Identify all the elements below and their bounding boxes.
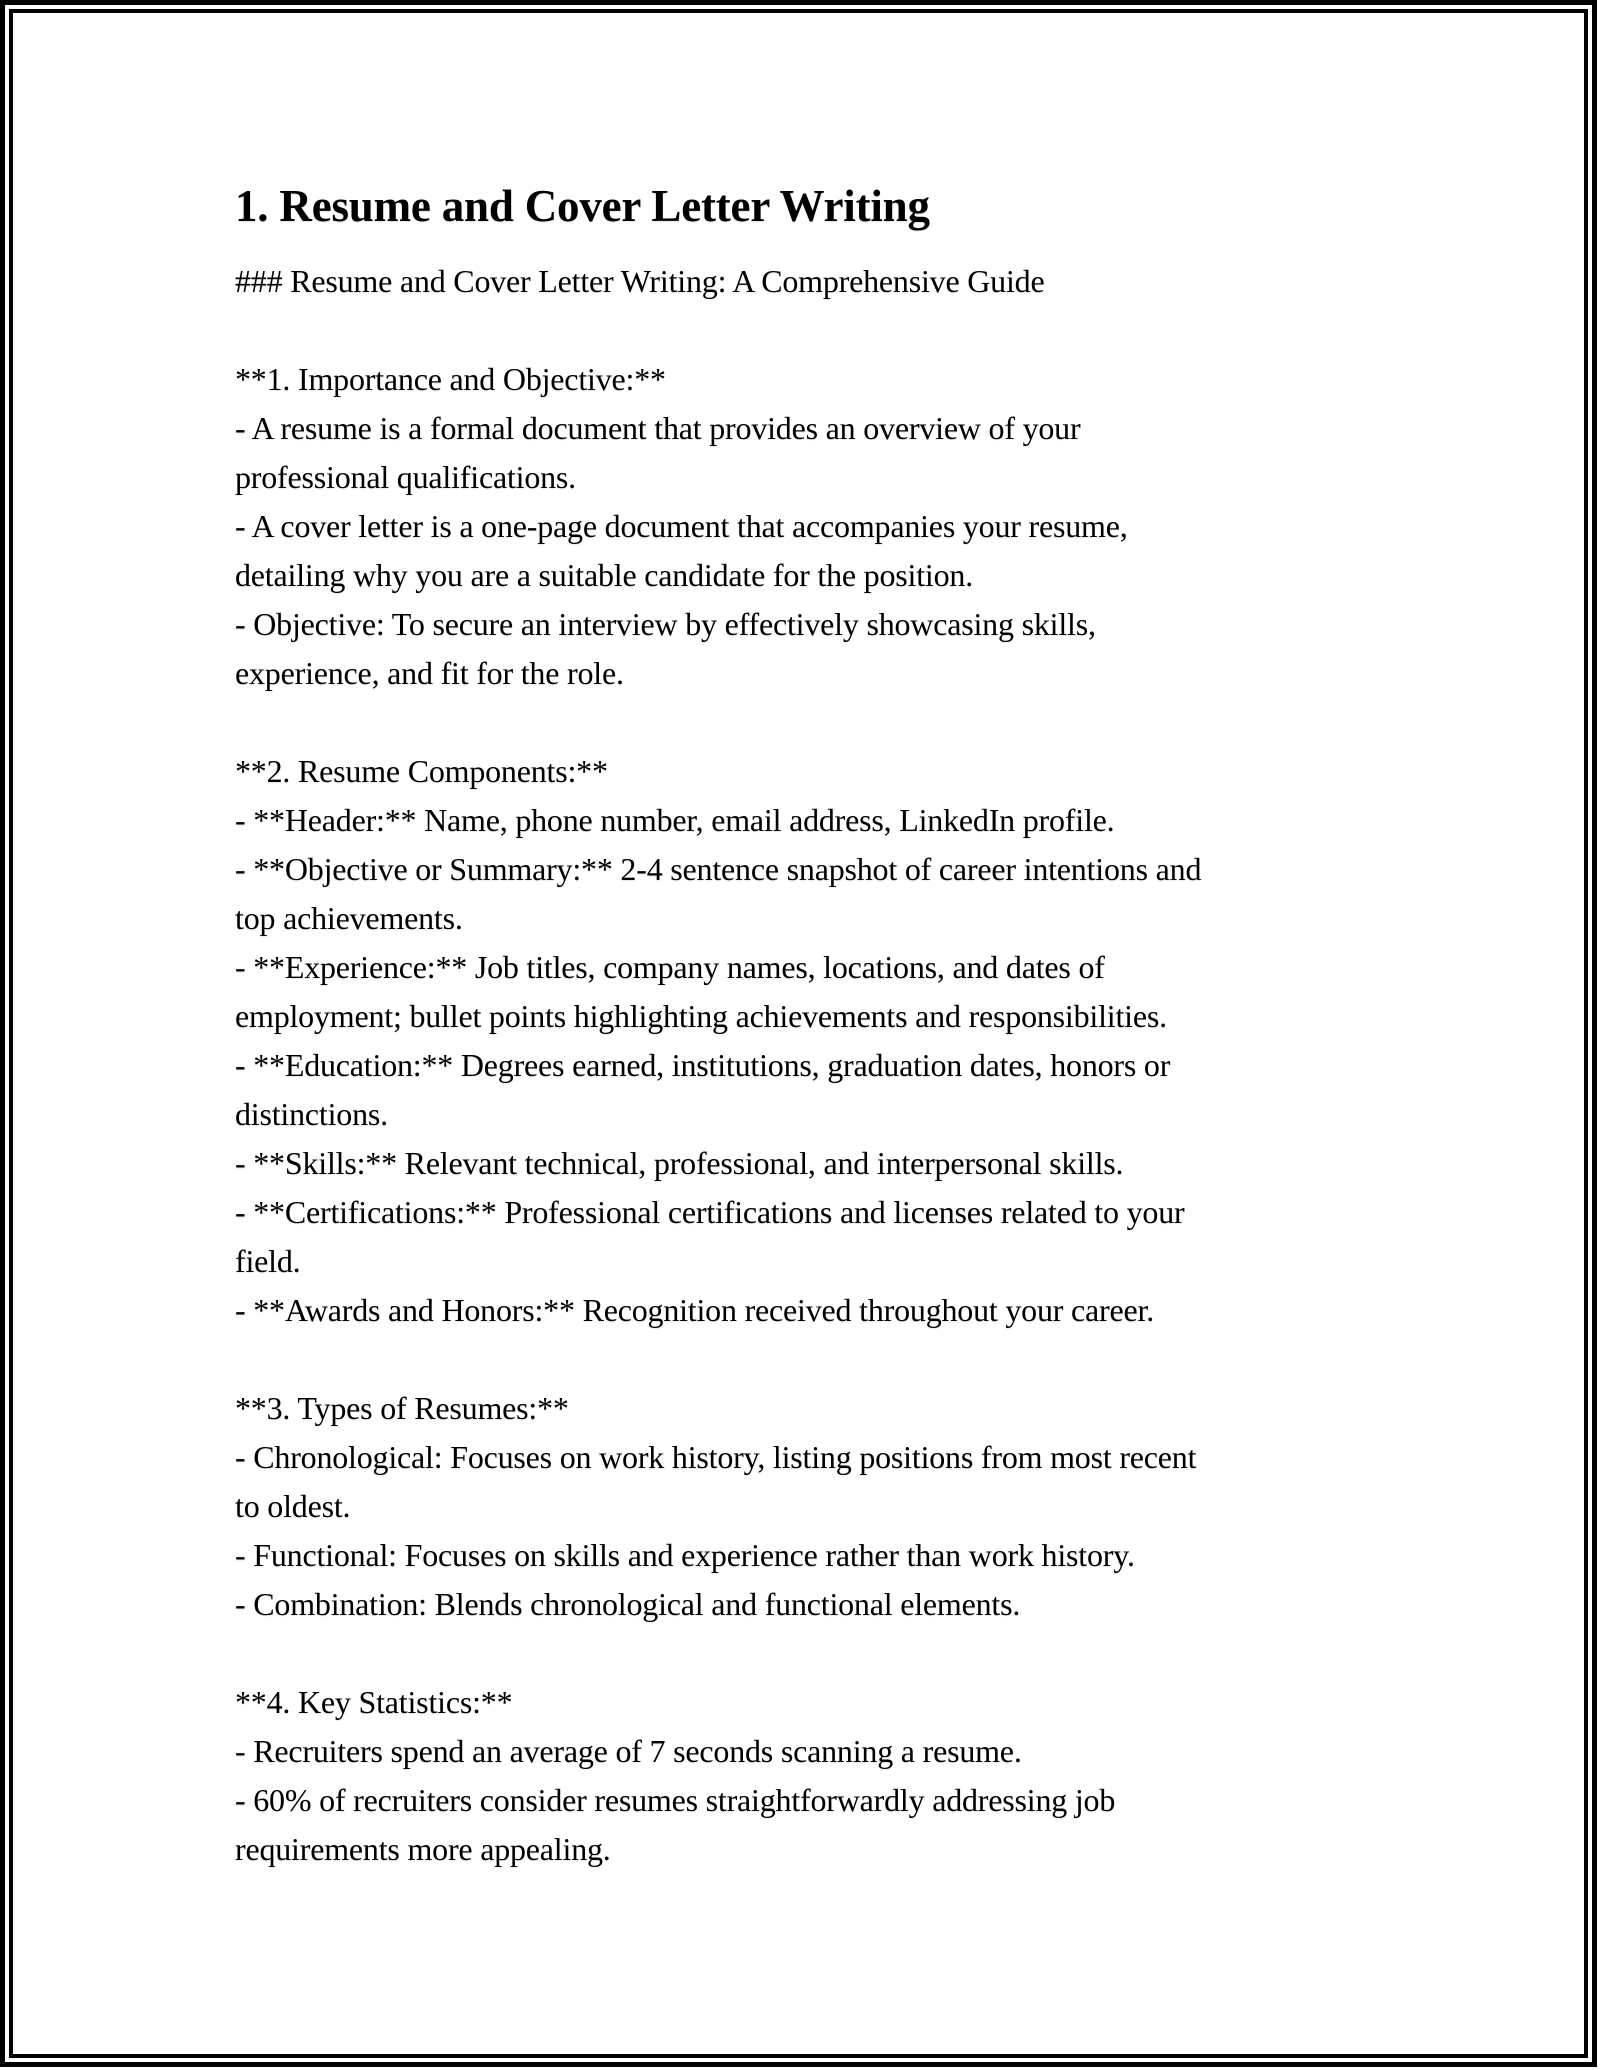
text-line: - **Education:** Degrees earned, institutions, graduation dates, honors or — [235, 1047, 1171, 1083]
section-heading: **2. Resume Components:** — [235, 753, 608, 789]
text-line: - A resume is a formal document that provides an overview of your — [235, 410, 1081, 446]
text-line: - Objective: To secure an interview by effectively showcasing skills, — [235, 606, 1096, 642]
text-line: - A cover letter is a one-page document that accompanies your resume, — [235, 508, 1128, 544]
text-line: distinctions. — [235, 1096, 388, 1132]
text-line: - Chronological: Focuses on work history, listing positions from most recent — [235, 1439, 1197, 1475]
text-line: field. — [235, 1243, 301, 1279]
text-line: detailing why you are a suitable candidate for the position. — [235, 557, 974, 593]
text-line: - 60% of recruiters consider resumes straightforwardly addressing job — [235, 1782, 1116, 1818]
text-line: top achievements. — [235, 900, 463, 936]
text-line: - Combination: Blends chronological and functional elements. — [235, 1586, 1021, 1622]
text-line: - **Experience:** Job titles, company names, locations, and dates of — [235, 949, 1105, 985]
text-line: - Recruiters spend an average of 7 seconds scanning a resume. — [235, 1733, 1022, 1769]
text-line: experience, and fit for the role. — [235, 655, 624, 691]
text-line: employment; bullet points highlighting achievements and responsibilities. — [235, 998, 1167, 1034]
text-line: professional qualifications. — [235, 459, 576, 495]
section-heading: **1. Importance and Objective:** — [235, 361, 666, 397]
text-line: - Functional: Focuses on skills and experience rather than work history. — [235, 1537, 1135, 1573]
document-subtitle: ### Resume and Cover Letter Writing: A Comprehensive Guide — [235, 263, 1045, 299]
page-inner-border — [9, 9, 1588, 2058]
text-line: - **Objective or Summary:** 2-4 sentence snapshot of career intentions and — [235, 851, 1202, 887]
text-line: - **Skills:** Relevant technical, professional, and interpersonal skills. — [235, 1145, 1124, 1181]
page-title: 1. Resume and Cover Letter Writing — [235, 181, 930, 231]
text-line: requirements more appealing. — [235, 1831, 611, 1867]
text-line: - **Certifications:** Professional certifications and licenses related to your — [235, 1194, 1185, 1230]
section-importance-and-objective — [235, 355, 1504, 698]
section-resume-components — [235, 747, 1504, 1335]
text-line: - **Awards and Honors:** Recognition received throughout your career. — [235, 1292, 1154, 1328]
section-heading: **3. Types of Resumes:** — [235, 1390, 569, 1426]
section-heading: **4. Key Statistics:** — [235, 1684, 513, 1720]
text-line: to oldest. — [235, 1488, 351, 1524]
document-page — [13, 13, 1584, 2054]
text-line: - **Header:** Name, phone number, email address, LinkedIn profile. — [235, 802, 1115, 838]
section-key-statistics — [235, 1678, 1504, 1874]
section-types-of-resumes — [235, 1384, 1504, 1629]
